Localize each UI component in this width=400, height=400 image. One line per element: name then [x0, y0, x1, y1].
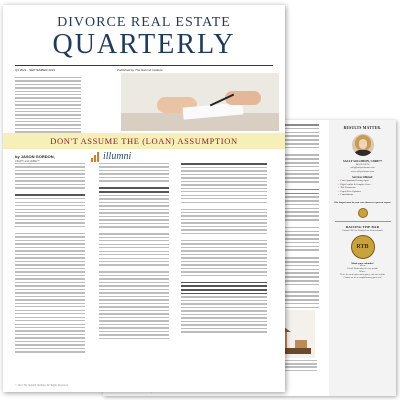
article-column-2 — [99, 163, 169, 341]
masthead — [3, 15, 285, 59]
masthead-title: QUARTERLY — [52, 29, 236, 60]
raising-the-bar-title: RAISING THE BAR — [345, 224, 380, 229]
where-label: Where: — [359, 270, 366, 273]
service-item: • Court Appointed Listing Agent — [338, 180, 396, 184]
article-column-1 — [15, 163, 85, 355]
logo-mark-icon — [91, 152, 101, 162]
service-item: • Consultations — [338, 194, 396, 198]
page1-footer: © 2021 The Summit Institute. All Rights Reserved. — [15, 384, 69, 387]
agent-email[interactable]: sally@sallysolomon.com — [350, 166, 375, 170]
article-headline: DON'T ASSUME THE (LOAN) ASSUMPTION — [3, 133, 285, 149]
sidebar-tagline: The largest asset in your case deserves a proven expert. — [334, 200, 391, 204]
award-seal-icon — [358, 208, 368, 218]
agent-name: SALLY SOLOMON, CDRE™ — [342, 159, 383, 163]
masthead-rule — [15, 65, 273, 66]
services-list — [329, 180, 396, 198]
author-credentials: CDLP® and CDRE™ — [15, 160, 40, 163]
author-byline: by JASON GORDON, — [15, 154, 55, 159]
when-label: When: — [359, 264, 366, 267]
raising-the-bar-subtitle: Virtual CLE for Family Law Professionals — [342, 228, 383, 232]
sidebar-heading: RESULTS MATTER. — [343, 126, 382, 130]
logo-name: illumni — [103, 151, 132, 162]
signing-document-photo — [121, 73, 279, 131]
services-title: Services Offered: — [352, 176, 373, 180]
illumni-logo — [91, 151, 131, 162]
agent-sidebar — [329, 120, 396, 396]
service-item: • Expert Price Opinions — [338, 191, 396, 195]
rtb-badge-icon: RTB — [351, 235, 375, 259]
where-text: To see the next topics and register, visit our website — [339, 273, 386, 276]
intro-text — [15, 77, 81, 135]
publisher-line: Published by The Summit Institute — [117, 68, 163, 72]
service-item: • High-Conflict & Complex Cases — [338, 184, 396, 188]
when-text: Fourth Wednesday of every month — [347, 267, 378, 270]
masthead-top: DIVORCE REAL ESTATE — [57, 15, 231, 30]
sidebar-divider — [335, 221, 391, 222]
article-column-3 — [181, 163, 267, 335]
agent-website[interactable]: www.sallysolomon.com — [350, 169, 375, 173]
contact-text: Contact me for a complimentary guest seat! — [343, 276, 382, 279]
service-item: • Title Documents — [338, 187, 396, 191]
agent-phone: 800-216-9674 — [355, 163, 370, 166]
calendar-title: Mark your calendar! — [351, 261, 374, 265]
newsletter-page-1 — [3, 5, 285, 392]
issue-date: Q3 2021 · SEPTEMBER 2021 — [15, 68, 56, 72]
agent-portrait — [352, 134, 374, 156]
